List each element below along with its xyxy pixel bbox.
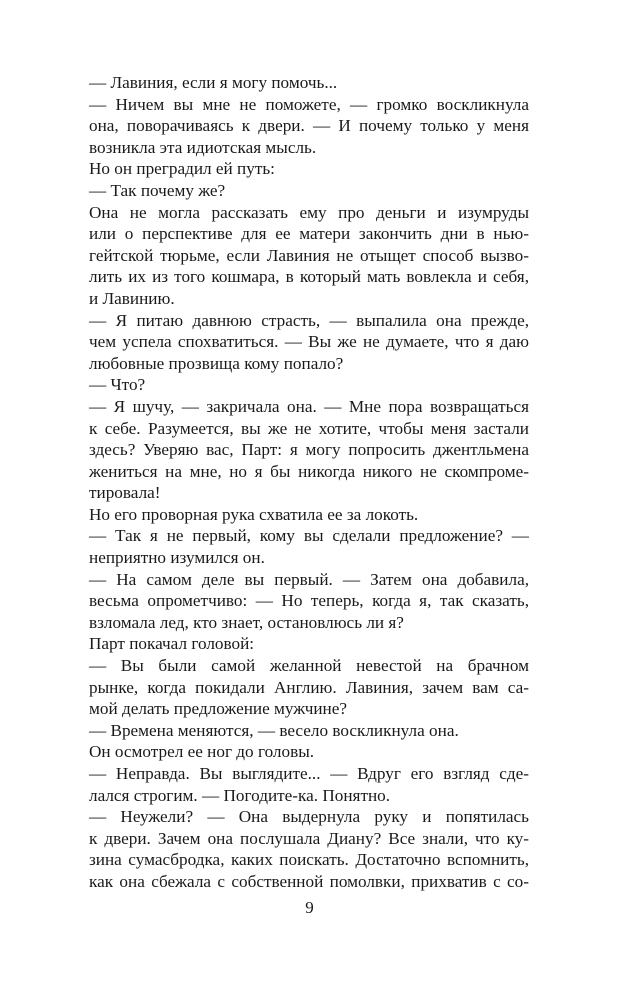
text-line: лить их из того кошмара, в который мать вовлекла и себя, [89,267,529,287]
text-line: зина сумасбродка, каких поискать. Достаточно вспомнить, [89,850,529,870]
text-line: как она сбежала с собственной помолвки, прихватив с со- [89,871,529,891]
text-line: — Времена меняются, — весело воскликнула она. [89,720,459,740]
text-line: — Я питаю давнюю страсть, — выпалила она прежде, [89,310,529,330]
text-line: взломала лед, кто знает, остановлюсь ли я? [89,612,404,632]
text-line: — Так я не первый, кому вы сделали предложение? — [89,526,529,546]
text-line: жениться на мне, но я бы никогда никого не скомпроме- [89,461,529,481]
text-line: мой делать предложение мужчине? [89,699,348,719]
text-line: и Лавинию. [89,288,175,308]
text-line: возникла эта идиотская мысль. [89,137,317,157]
text-line: или о перспективе для ее матери закончить дни в нью- [89,224,529,244]
text-line: любовные прозвища кому попало? [89,353,344,373]
text-line: — Неужели? — Она выдернула руку и попятилась [89,807,529,827]
text-line: неприятно изумился он. [89,548,265,568]
text-line: Он осмотрел ее ног до головы. [89,742,315,762]
text-line: Парт покачал головой: [89,634,255,654]
text-line: Она не могла рассказать ему про деньги и изумруды [89,202,529,222]
text-line: Но его проворная рука схватила ее за локоть. [89,504,419,524]
text-line: — Так почему же? [89,180,226,200]
text-line: — Вы были самой желанной невестой на брачном [89,656,529,676]
text-line: — Я шучу, — закричала она. — Мне пора возвращаться [89,396,529,416]
text-line: гейтской тюрьме, если Лавиния не отыщет способ вызво- [89,245,529,265]
text-line: — Что? [89,375,146,395]
text-line: чем успела спохватиться. — Вы же не думаете, что я даю [89,332,529,352]
text-line: тировала! [89,483,161,503]
text-line: она, поворачиваясь к двери. — И почему только у меня [89,116,529,136]
text-line: к себе. Разумеется, вы же не хотите, чтобы меня застали [89,418,529,438]
text-line: лался строгим. — Погодите-ка. Понятно. [89,785,391,805]
text-line: — Неправда. Вы выглядите... — Вдруг его взгляд сде- [89,764,529,783]
text-line: к двери. Зачем она послушала Диану? Все знали, что ку- [89,828,529,848]
text-line: рынке, когда покидали Англию. Лавиния, зачем вам са- [89,677,529,697]
text-line: Но он преградил ей путь: [89,159,275,179]
text-line: — Ничем вы мне не поможете, — громко воскликнула [89,94,529,114]
text-line: — На самом деле вы первый. — Затем она добавила, [89,569,529,589]
text-line: весьма опрометчиво: — Но теперь, когда я, так сказать, [89,591,529,611]
body-text [89,72,529,893]
text-line: — Лавиния, если я могу помочь... [89,73,338,92]
text-line: здесь? Уверяю вас, Парт: я могу попросить джентльмена [89,440,529,460]
page-number: 9 [305,898,314,917]
